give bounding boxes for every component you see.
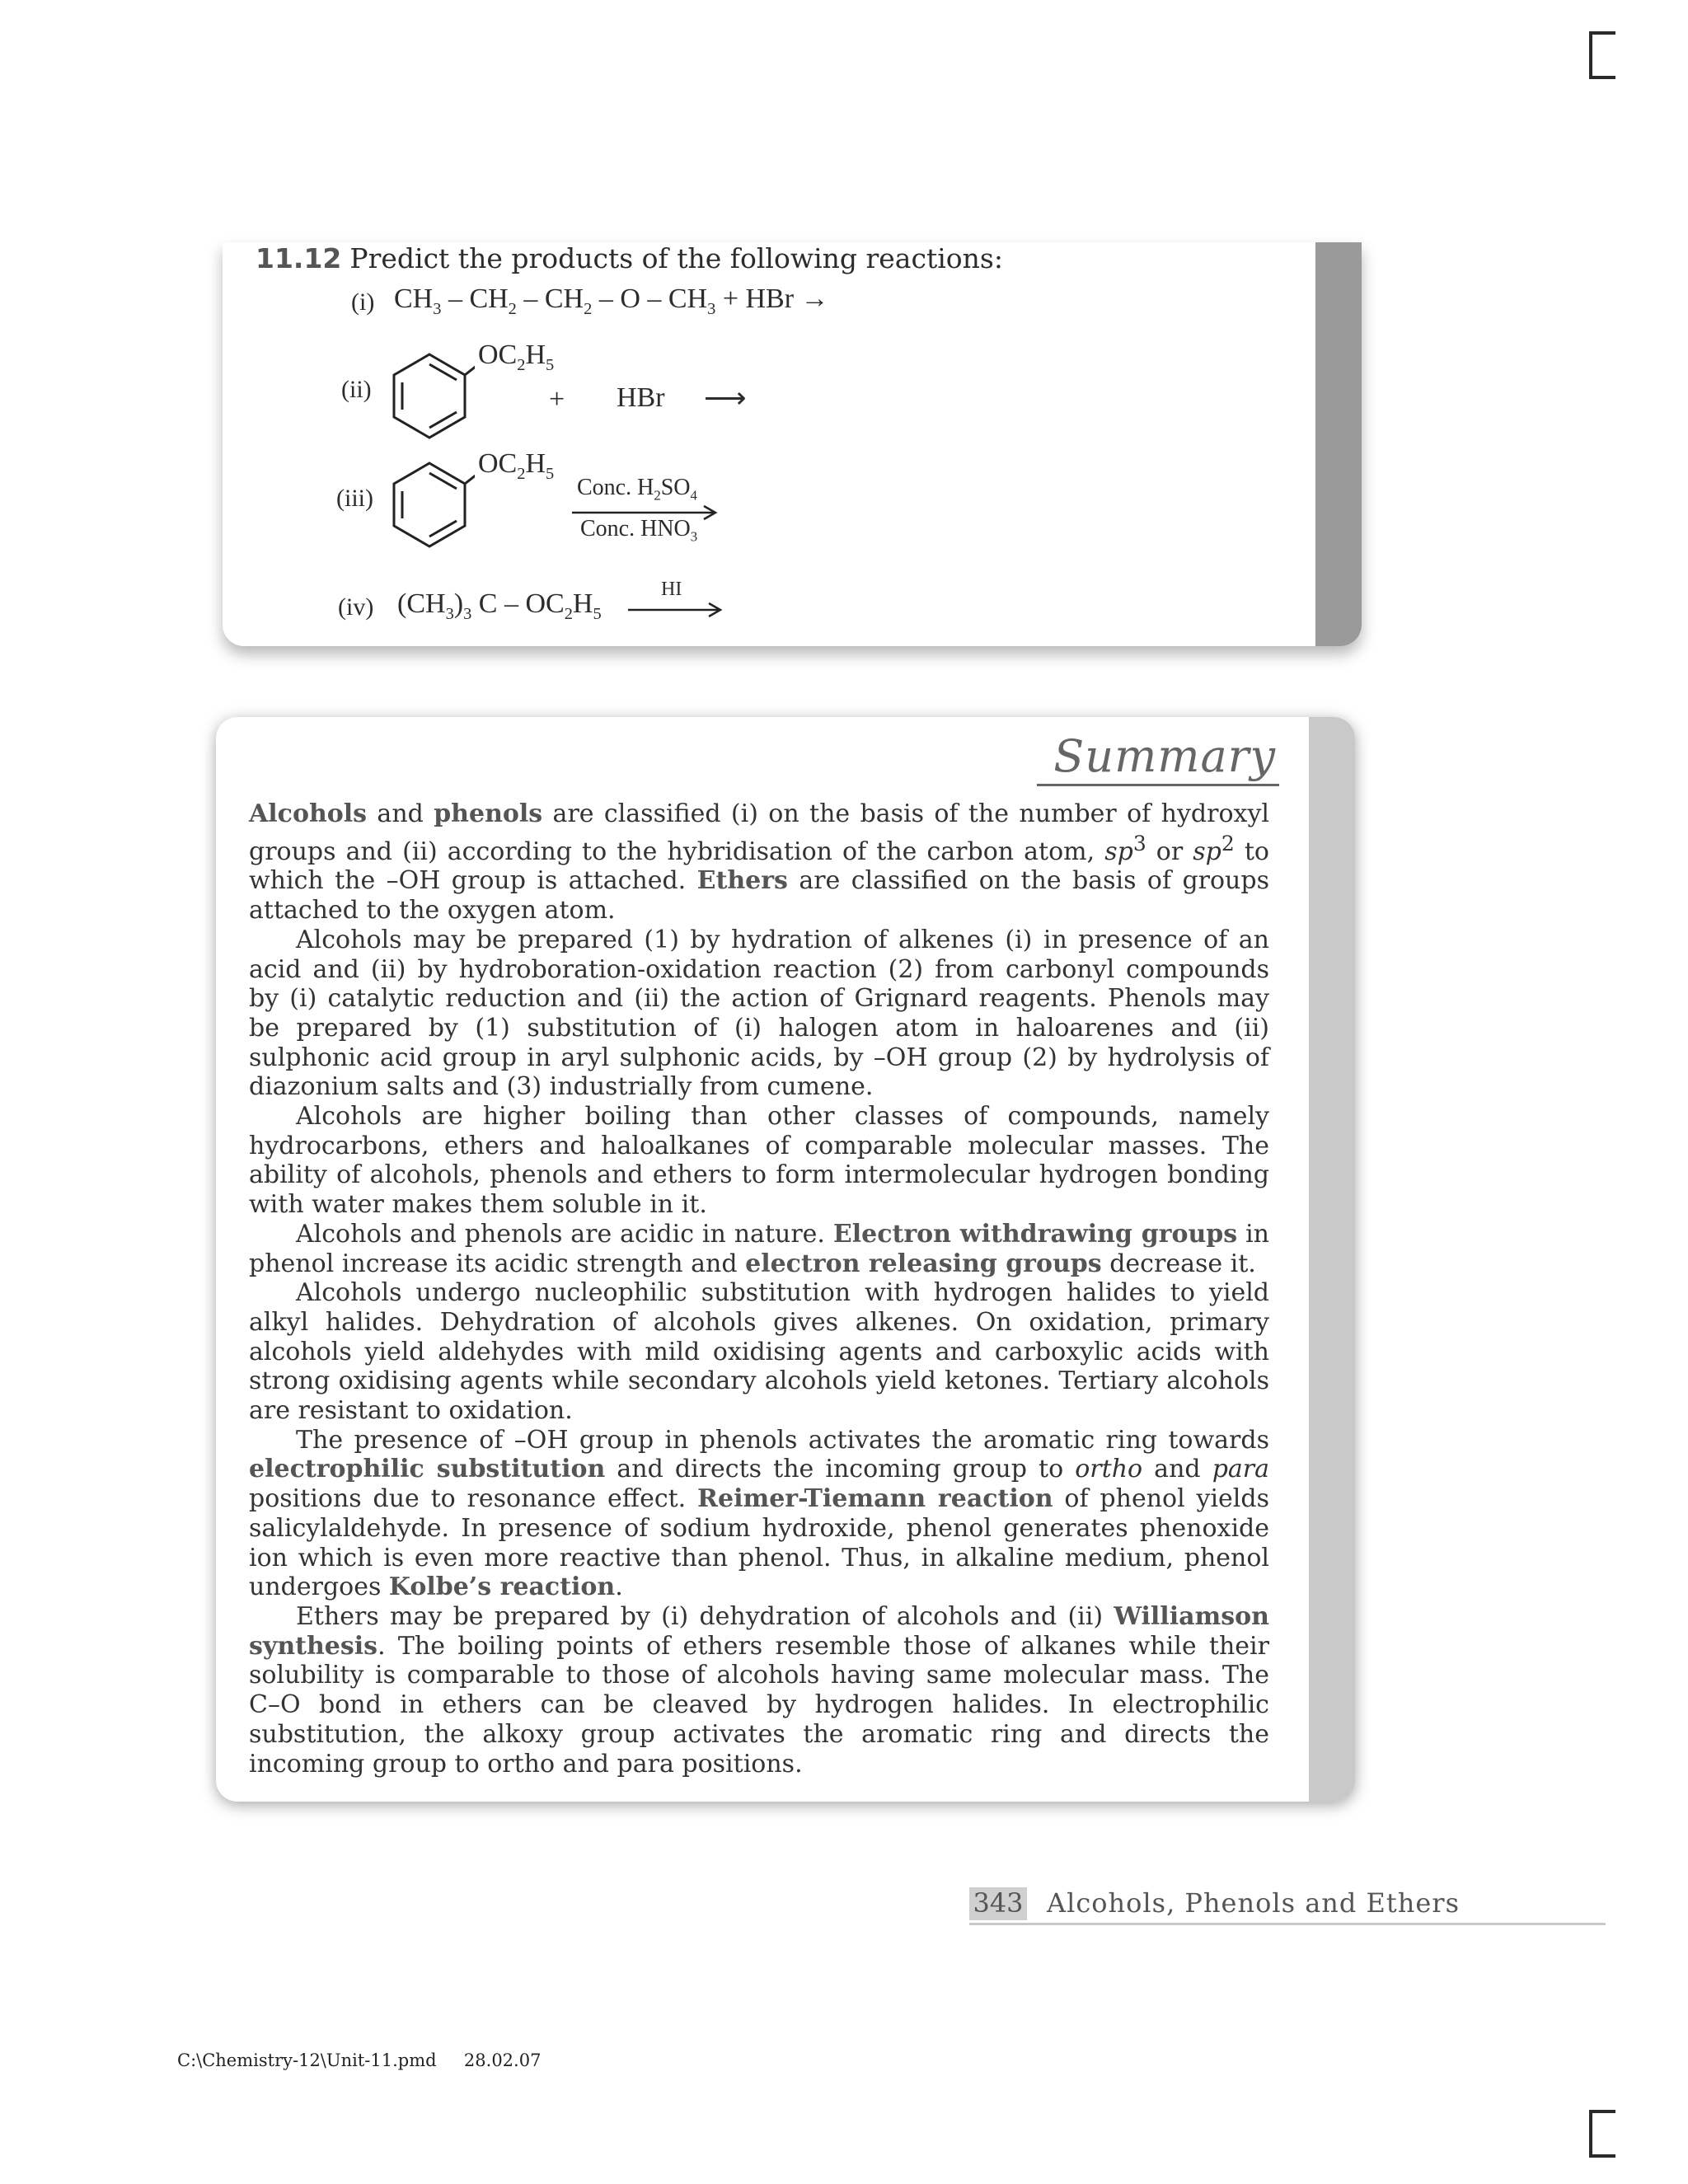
summary-paragraph: Alcohols are higher boiling than other classes of compounds, namely hydrocarbons, ethers and haloalkanes of comparable molecular masses. The ability of alcohols, phenols and ethers to form intermolecular hydrogen bonding with water makes them soluble in it. bbox=[249, 1102, 1269, 1220]
benzene-ring-icon bbox=[384, 349, 475, 447]
summary-paragraph: Alcohols and phenols are acidic in nature. Electron withdrawing groups in phenol increase its acidic strength and electron releasing groups decrease it. bbox=[249, 1219, 1269, 1278]
reagent-above-iii: Conc. $H_2SO_4$ bbox=[577, 475, 697, 504]
exercise-number: 11.12 bbox=[256, 242, 342, 274]
item-label-iii: (iii) bbox=[336, 485, 373, 512]
footer-rule bbox=[969, 1923, 1606, 1925]
reaction-arrow-ii: ⟶ bbox=[704, 382, 747, 415]
summary-body bbox=[249, 799, 1269, 1779]
crop-mark-bottom bbox=[1589, 2110, 1615, 2158]
chapter-title: Alcohols, Phenols and Ethers bbox=[1047, 1887, 1461, 1919]
summary-paragraph: Alcohols undergo nucleophilic substitution with hydrogen halides to yield alkyl halides. Dehydration of alcohols gives alkenes. On oxidation, primary alcohols yield aldehydes with mild oxidising agents and carboxylic acids with strong oxidising agents while secondary alcohols yield ketones. Tertiary alcohols are resistant to oxidation. bbox=[249, 1278, 1269, 1426]
exercise-heading bbox=[256, 242, 1003, 274]
item-label-i: (i) bbox=[351, 288, 375, 316]
item-label-iv: (iv) bbox=[338, 593, 374, 621]
summary-paragraph: The presence of –OH group in phenols activates the aromatic ring towards electrophilic substitution and directs the incoming group to ortho and para positions due to resonance effect. Reimer-Tiemann reaction of phenol yields salicylaldehyde. In presence of sodium hydroxide, phenol generates phenoxide ion which is even more reactive than phenol. Thus, in alkaline medium, phenol undergoes Kolbe’s reaction. bbox=[249, 1425, 1270, 1602]
reaction-iv-equation: $(CH_3)_3$ C – $OC_2H_5$ bbox=[397, 588, 602, 623]
summary-paragraph: Ethers may be prepared by (i) dehydration of alcohols and (ii) Williamson synthesis. The boiling points of ethers resemble those of alkanes while their solubility is comparable to those of alcohols having same molecular mass. The C–O bond in ethers can be cleaved by hydrogen halides. In electrophilic substitution, the alkoxy group activates the aromatic ring and directs the incoming group to ortho and para positions. bbox=[249, 1601, 1269, 1779]
crop-mark-top bbox=[1589, 31, 1615, 79]
panel-side-strip bbox=[1309, 717, 1355, 1802]
page-number: 343 bbox=[969, 1887, 1027, 1920]
panel-side-strip bbox=[1315, 242, 1362, 646]
exercise-prompt: Predict the products of the following reactions: bbox=[349, 242, 1003, 274]
summary-paragraph: Alcohols and phenols are classified (i) on the basis of the number of hydroxyl groups and (ii) according to the hybridisation of the carbon atom, $sp^3$ or $sp^2$ to which the –OH group is attached. Ethers are classified on the basis of groups attached to the oxygen atom. bbox=[249, 799, 1269, 926]
reaction-i-equation: $CH_3 - CH_2 - CH_2$ – O – $CH_3$ + HBr → bbox=[394, 284, 829, 318]
summary-panel bbox=[216, 717, 1355, 1802]
summary-paragraph: Alcohols may be prepared (1) by hydration of alkenes (i) in presence of an acid and (ii) by hydroboration-oxidation reaction (2) from carbonyl compounds by (i) catalytic reduction and (ii) the action of Grignard reagents. Phenols may be prepared by (1) substitution of (i) halogen atom in haloarenes and (ii) sulphonic acid group in aryl sulphonic acids, by –OH group (2) by hydrolysis of diazonium salts and (3) industrially from cumene. bbox=[249, 925, 1269, 1102]
reagent-above-iv: HI bbox=[661, 579, 682, 600]
reaction-arrow-iv bbox=[628, 602, 725, 618]
substituent-iii: $OC_2H_5$ bbox=[478, 448, 555, 483]
substituent-ii: $OC_2H_5$ bbox=[478, 340, 555, 374]
exercise-panel bbox=[223, 242, 1362, 646]
plus-sign-ii: + bbox=[549, 384, 565, 415]
item-label-ii: (ii) bbox=[341, 376, 372, 403]
reagent-below-iii: Conc. $HNO_3$ bbox=[580, 516, 698, 545]
summary-title: Summary bbox=[1037, 730, 1279, 786]
file-info: C:\Chemistry-12\Unit-11.pmd 28.02.07 bbox=[177, 2050, 542, 2070]
reagent-ii: HBr bbox=[617, 382, 665, 413]
benzene-ring-icon bbox=[384, 458, 475, 555]
